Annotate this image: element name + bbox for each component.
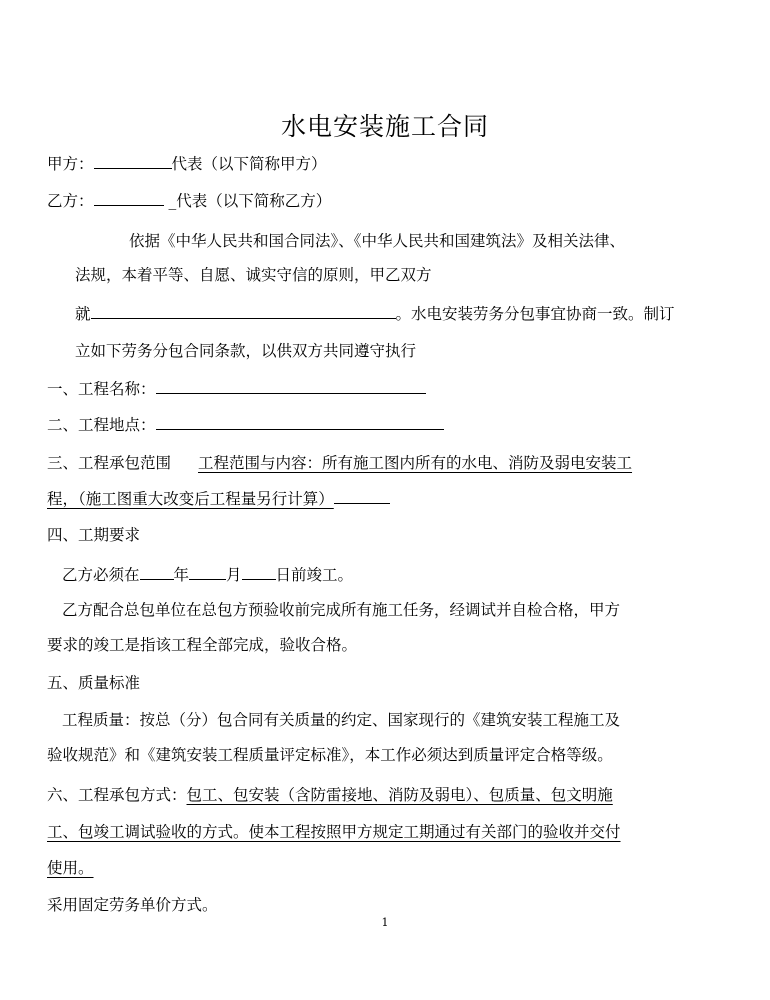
section-4-heading: 四、工期要求 — [47, 526, 141, 544]
section-3-line-2 — [47, 487, 390, 510]
page-number: 1 — [381, 916, 389, 929]
party-a-suffix: 代表（以下简称甲方） — [171, 155, 327, 173]
party-a-blank — [94, 152, 172, 169]
pricing-method-line: 采用固定劳务单价方式。 — [47, 896, 218, 914]
scope-content-2: 程，（施工图重大改变后工程量另行计算） — [47, 490, 334, 508]
intro-suffix: 。水电安装劳务分包事宜协商一致。制订 — [395, 305, 675, 323]
completion-date-line — [62, 563, 353, 586]
section-6-line-3 — [47, 857, 94, 879]
year-blank — [140, 563, 174, 580]
intro-line-4: 立如下劳务分包合同条款，以供双方共同遵守执行 — [75, 342, 417, 360]
contract-method-content-1: 包工、包安装（含防雷接地、消防及弱电）、包质量、包文明施 — [186, 786, 613, 804]
contract-method-content-3: 使用。 — [47, 859, 94, 877]
month-label: 月 — [226, 566, 242, 584]
completion-text: 乙方必须在 — [62, 566, 140, 584]
intro-line-3 — [75, 302, 675, 325]
project-name-label: 一、工程名称： — [47, 380, 156, 398]
month-blank — [189, 563, 226, 580]
section-2-line — [47, 413, 444, 436]
party-a-line — [47, 152, 327, 175]
scope-label: 三、工程承包范围 — [47, 454, 172, 472]
year-label: 年 — [173, 566, 190, 584]
scope-content-1: 工程范围与内容：所有施工图内所有的水电、消防及弱电安装工 — [198, 454, 633, 472]
contract-method-label: 六、工程承包方式： — [47, 786, 187, 804]
contract-method-content-2: 工、包竣工调试验收的方式。使本工程按照甲方规定工期通过有关部门的验收并交付 — [47, 823, 621, 841]
intro-line-1: 依据《中华人民共和国合同法》、《中华人民共和国建筑法》及相关法律、 — [129, 232, 626, 250]
party-b-line — [47, 189, 331, 212]
document-title: 水电安装施工合同 — [280, 112, 489, 141]
intro-line-2: 法规，本着平等、自愿、诚实守信的原则，甲乙双方 — [75, 266, 432, 284]
project-name-blank — [156, 377, 426, 394]
day-blank — [242, 563, 276, 580]
section-5-heading: 五、质量标准 — [47, 674, 141, 692]
project-location-label: 二、工程地点： — [47, 416, 156, 434]
party-b-label: 乙方： — [47, 192, 94, 210]
section-5-para-line-1: 工程质量：按总（分）包合同有关质量的约定、国家现行的《建筑安装工程施工及 — [62, 711, 621, 729]
section-4-para-line-1: 乙方配合总包单位在总包方预验收前完成所有施工任务，经调试并自检合格，甲方 — [62, 601, 621, 619]
section-6-line-2 — [47, 821, 621, 843]
party-a-label: 甲方： — [47, 155, 94, 173]
intro-prefix: 就 — [75, 305, 91, 323]
scope-tail-blank — [334, 487, 390, 504]
project-location-blank — [156, 413, 444, 430]
section-3-line-1 — [47, 452, 632, 474]
section-4-para-line-2: 要求的竣工是指该工程全部完成，验收合格。 — [47, 636, 358, 654]
section-6-line-1 — [47, 784, 613, 806]
section-1-line — [47, 377, 426, 400]
party-b-blank — [94, 189, 164, 206]
day-label: 日前竣工。 — [275, 566, 354, 584]
party-b-suffix: _代表（以下简称乙方） — [168, 192, 332, 210]
section-5-para-line-2: 验收规范》和《建筑安装工程质量评定标准》，本工作必须达到质量评定合格等级。 — [47, 746, 613, 764]
matter-blank — [91, 302, 396, 319]
